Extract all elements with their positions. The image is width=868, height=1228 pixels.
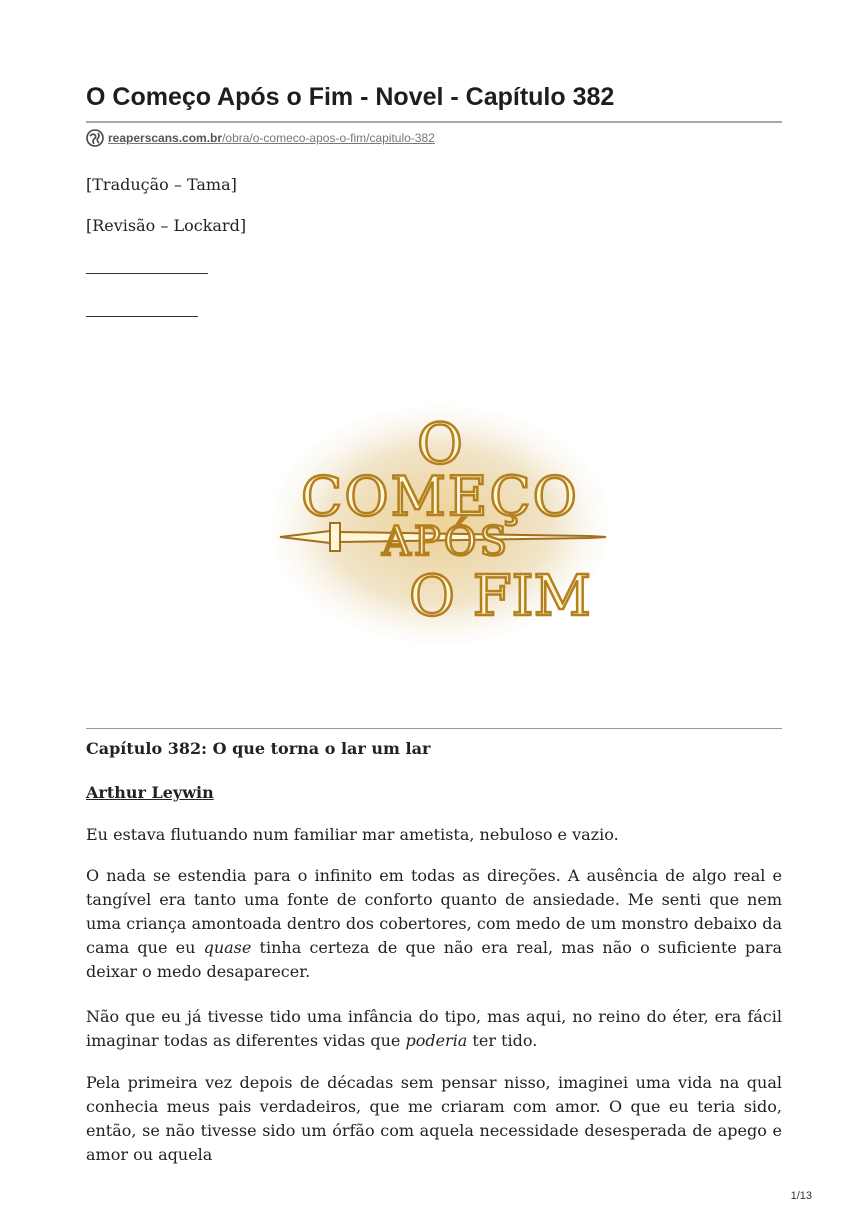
translation-credit: [Tradução – Tama] [86,175,237,194]
chapter-heading: Capítulo 382: O que torna o lar um lar [86,739,431,758]
separator-line [86,273,208,274]
source-domain: reaperscans.com.br [108,131,223,145]
source-link[interactable] [86,128,435,148]
logo-word-2: COMEÇO [301,465,579,528]
page-number: 1/13 [790,1190,812,1202]
page-title: O Começo Após o Fim - Novel - Capítulo 382 [86,83,615,111]
logo-word-4: O FIM [408,564,592,629]
pov-heading: Arthur Leywin [86,783,214,802]
source-path: /obra/o-comeco-apos-o-fim/capitulo-382 [222,131,435,145]
source-url[interactable] [108,131,435,145]
paragraph: O nada se estendia para o infinito em todas as direções. A ausência de algo real e tangível era tanto uma fonte de conforto quanto de ansiedade. Me senti que nem uma criança amontoada dentro dos cobertores, com medo de um monstro debaixo da cama que eu quase tinha certeza de que não era real, mas não o suficiente para deixar o medo desaparecer. [86,866,782,981]
globe-icon [86,129,104,147]
revision-credit: [Revisão – Lockard] [86,216,247,235]
separator-line [86,316,198,317]
title-divider [86,121,782,123]
logo-word-1: O [417,412,463,477]
section-divider [86,728,782,729]
paragraph: Eu estava flutuando num familiar mar ametista, nebuloso e vazio. [86,825,619,844]
paragraph: Não que eu já tivesse tido uma infância do tipo, mas aqui, no reino do éter, era fácil imaginar todas as diferentes vidas que poderia ter tido. [86,1007,782,1050]
logo-word-3: APÓS [382,519,510,565]
novel-logo [270,405,610,645]
paragraph: Pela primeira vez depois de décadas sem pensar nisso, imaginei uma vida na qual conhecia meus pais verdadeiros, que me criaram com amor. O que eu teria sido, então, se não tivesse sido um órfão com aquela necessidade desesperada de apego e amor ou aquela [86,1073,782,1164]
